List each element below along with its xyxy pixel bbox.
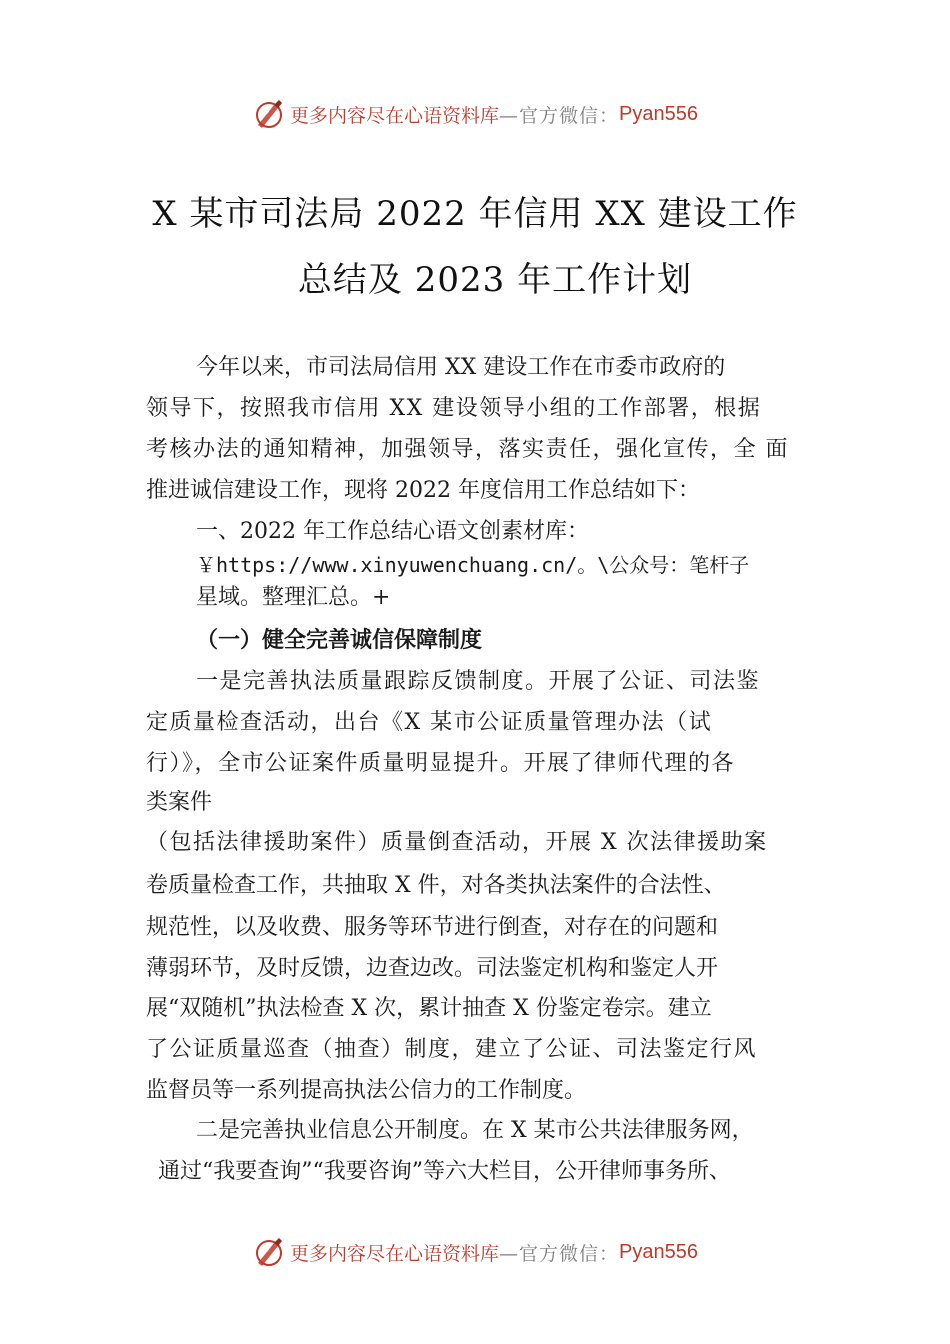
- paragraph-line: 定质量检查活动，出台《X 某市公证质量管理办法（试: [146, 710, 713, 735]
- paragraph-line: 薄弱环节，及时反馈，边查边改。司法鉴定机构和鉴定人开: [146, 956, 719, 981]
- banner-library-name: 更多内容尽在心语资料库: [290, 104, 500, 127]
- pen-logo-icon: [252, 97, 286, 131]
- banner-wechat-label: —官方微信：: [499, 1242, 620, 1265]
- paragraph-line: 推进诚信建设工作，现将 2022 年度信用工作总结如下：: [146, 478, 700, 503]
- paragraph-line: 星域。整理汇总。+: [196, 585, 391, 610]
- document-title-line-2: 总结及 2023 年工作计划: [297, 260, 693, 300]
- paragraph-line: 卷质量检查工作，共抽取 X 件，对各类执法案件的合法性、: [146, 873, 726, 898]
- pen-logo-icon: [252, 1235, 286, 1269]
- banner-library-name: 更多内容尽在心语资料库: [290, 1242, 500, 1265]
- header-banner: [0, 94, 950, 134]
- paragraph-line: 类案件: [146, 790, 213, 815]
- document-title-line-1: X 某市司法局 2022 年信用 XX 建设工作: [152, 194, 798, 234]
- paragraph-line: 规范性，以及收费、服务等环节进行倒查，对存在的问题和: [146, 915, 719, 940]
- banner-wechat-id: Pyan556: [619, 1240, 698, 1263]
- paragraph-line: 一是完善执法质量跟踪反馈制度。开展了公证、司法鉴: [196, 669, 761, 694]
- footer-banner: [0, 1232, 950, 1272]
- paragraph-line: 今年以来，市司法局信用 XX 建设工作在市委市政府的: [196, 355, 726, 380]
- paragraph-line: （包括法律援助案件）质量倒查活动，开展 X 次法律援助案: [146, 830, 768, 855]
- paragraph-line: 领导下，按照我市信用 XX 建设领导小组的工作部署，根据: [146, 396, 762, 421]
- paragraph-line: 监督员等一系列提高执法公信力的工作制度。: [146, 1078, 587, 1103]
- paragraph-line: 通过“我要查询”“我要咨询”等六大栏目，公开律师事务所、: [158, 1159, 731, 1184]
- paragraph-line: 二是完善执业信息公开制度。在 X 某市公共法律服务网，: [196, 1118, 754, 1143]
- paragraph-line: ￥https://www.xinyuwenchuang.cn/。\公众号：笔杆子: [196, 553, 750, 577]
- paragraph-line: 了公证质量巡查（抽查）制度，建立了公证、司法鉴定行风: [146, 1037, 758, 1062]
- paragraph-line: 展“双随机”执法检查 X 次，累计抽查 X 份鉴定卷宗。建立: [146, 996, 712, 1021]
- paragraph-line: 考核办法的通知精神，加强领导，落实责任，强化宣传，全 面: [146, 437, 789, 462]
- paragraph-line: 行）》，全市公证案件质量明显提升。开展了律师代理的各: [146, 751, 736, 776]
- section-heading: （一）健全完善诚信保障制度: [196, 627, 483, 653]
- paragraph-line: 一、2022 年工作总结心语文创素材库：: [196, 519, 589, 544]
- banner-wechat-id: Pyan556: [619, 102, 698, 125]
- banner-wechat-label: —官方微信：: [499, 104, 620, 127]
